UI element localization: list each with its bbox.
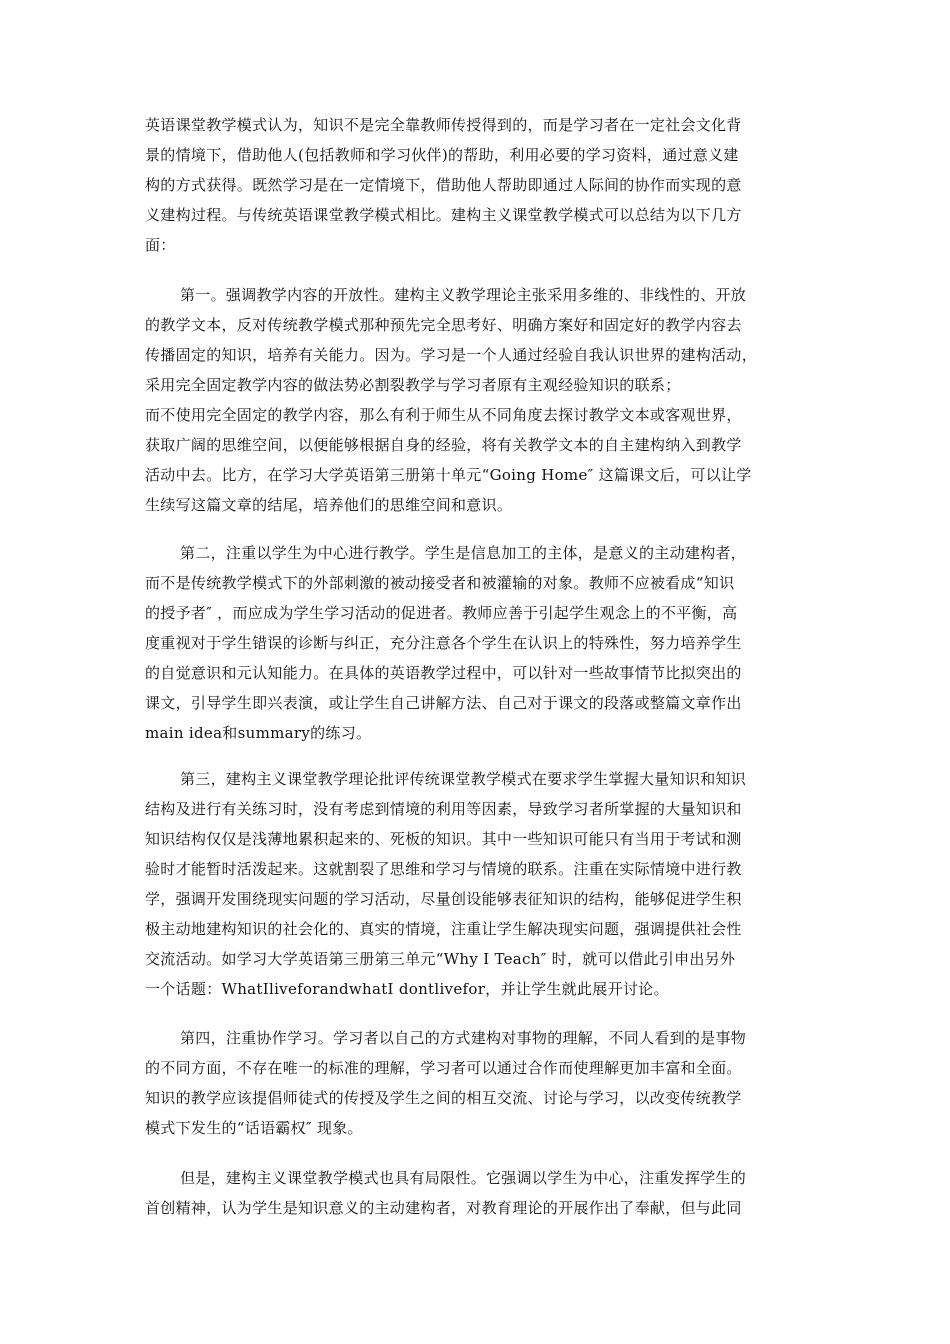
text-line: 的教学文本，反对传统教学模式那种预先完全思考好、明确方案好和固定好的教学内容去	[145, 316, 742, 334]
text-line: 而不使用完全固定的教学内容，那么有利于师生从不同角度去探讨教学文本或客观世界，	[145, 406, 742, 424]
text-line: 但是，建构主义课堂教学模式也具有局限性。它强调以学生为中心，注重发挥学生的	[180, 1169, 747, 1187]
paragraph-first-point	[145, 280, 805, 520]
text-line: 而不是传统教学模式下的外部刺激的被动接受者和被灌输的对象。教师不应被看成“知识	[145, 574, 735, 592]
text-line: 的授予者″ ，而应成为学生学习活动的促进者。教师应善于引起学生观念上的不平衡，高	[145, 604, 738, 622]
text-line: 义建构过程。与传统英语课堂教学模式相比。建构主义课堂教学模式可以总结为以下几方	[145, 206, 742, 224]
text-line: main idea和summary的练习。	[145, 724, 372, 742]
text-line: 首创精神，认为学生是知识意义的主动建构者，对教育理论的开展作出了奉献，但与此同	[145, 1199, 742, 1217]
text-line: 获取广阔的思维空间，以便能够根据自身的经验，将有关教学文本的自主建构纳入到教学	[145, 436, 742, 454]
text-line: 景的情境下，借助他人(包括教师和学习伙伴)的帮助，利用必要的学习资料，通过意义建	[145, 146, 739, 164]
paragraph-limitations	[145, 1163, 805, 1223]
text-line: 面：	[145, 236, 176, 254]
text-line: 第一。强调教学内容的开放性。建构主义教学理论主张采用多维的、非线性的、开放	[180, 286, 747, 304]
text-line: 交流活动。如学习大学英语第三册第三单元“Why I Teach″ 时，就可以借此引申出另外	[145, 950, 736, 968]
text-line: 英语课堂教学模式认为，知识不是完全靠教师传授得到的，而是学习者在一定社会文化背	[145, 116, 742, 134]
paragraph-third-point	[145, 764, 805, 1004]
paragraph-intro	[145, 110, 805, 260]
text-line: 度重视对于学生错误的诊断与纠正，充分注意各个学生在认识上的特殊性，努力培养学生	[145, 634, 742, 652]
text-line: 构的方式获得。既然学习是在一定情境下，借助他人帮助即通过人际间的协作而实现的意	[145, 176, 742, 194]
paragraph-second-point	[145, 538, 805, 748]
text-line: 的自觉意识和元认知能力。在具体的英语教学过程中，可以针对一些故事情节比拟突出的	[145, 664, 742, 682]
text-line: 学，强调开发围绕现实问题的学习活动，尽量创设能够表征知识的结构，能够促进学生积	[145, 890, 742, 908]
text-line: 模式下发生的“话语霸权″ 现象。	[145, 1119, 363, 1137]
text-line: 生续写这篇文章的结尾，培养他们的思维空间和意识。	[145, 496, 513, 514]
text-line: 结构及进行有关练习时，没有考虑到情境的利用等因素，导致学习者所掌握的大量知识和	[145, 800, 742, 818]
text-line: 传播固定的知识，培养有关能力。因为。学习是一个人通过经验自我认识世界的建构活动，	[145, 346, 758, 364]
text-line: 一个话题：WhatIliveforandwhatI dontlivefor，并让学生就此展开讨论。	[145, 980, 669, 998]
text-line: 课文，引导学生即兴表演，或让学生自己讲解方法、自己对于课文的段落或整篇文章作出	[145, 694, 742, 712]
text-line: 的不同方面，不存在唯一的标准的理解，学习者可以通过合作而使理解更加丰富和全面。	[145, 1059, 742, 1077]
text-line: 第二，注重以学生为中心进行教学。学生是信息加工的主体，是意义的主动建构者，	[180, 544, 747, 562]
paragraph-fourth-point	[145, 1023, 805, 1143]
text-line: 活动中去。比方，在学习大学英语第三册第十单元“Going Home″ 这篇课文后，可以让学	[145, 466, 752, 484]
text-line: 极主动地建构知识的社会化的、真实的情境，注重让学生解决现实问题，强调提供社会性	[145, 920, 742, 938]
text-line: 知识的教学应该提倡师徒式的传授及学生之间的相互交流、讨论与学习，以改变传统教学	[145, 1089, 742, 1107]
text-line: 验时才能暂时活泼起来。这就割裂了思维和学习与情境的联系。注重在实际情境中进行教	[145, 860, 742, 878]
text-line: 知识结构仅仅是浅薄地累积起来的、死板的知识。其中一些知识可能只有当用于考试和测	[145, 830, 742, 848]
text-line: 第四，注重协作学习。学习者以自己的方式建构对事物的理解，不同人看到的是事物	[180, 1029, 747, 1047]
text-line: 第三，建构主义课堂教学理论批评传统课堂教学模式在要求学生掌握大量知识和知识	[180, 770, 747, 788]
text-line: 采用完全固定教学内容的做法势必割裂教学与学习者原有主观经验知识的联系；	[145, 376, 681, 394]
